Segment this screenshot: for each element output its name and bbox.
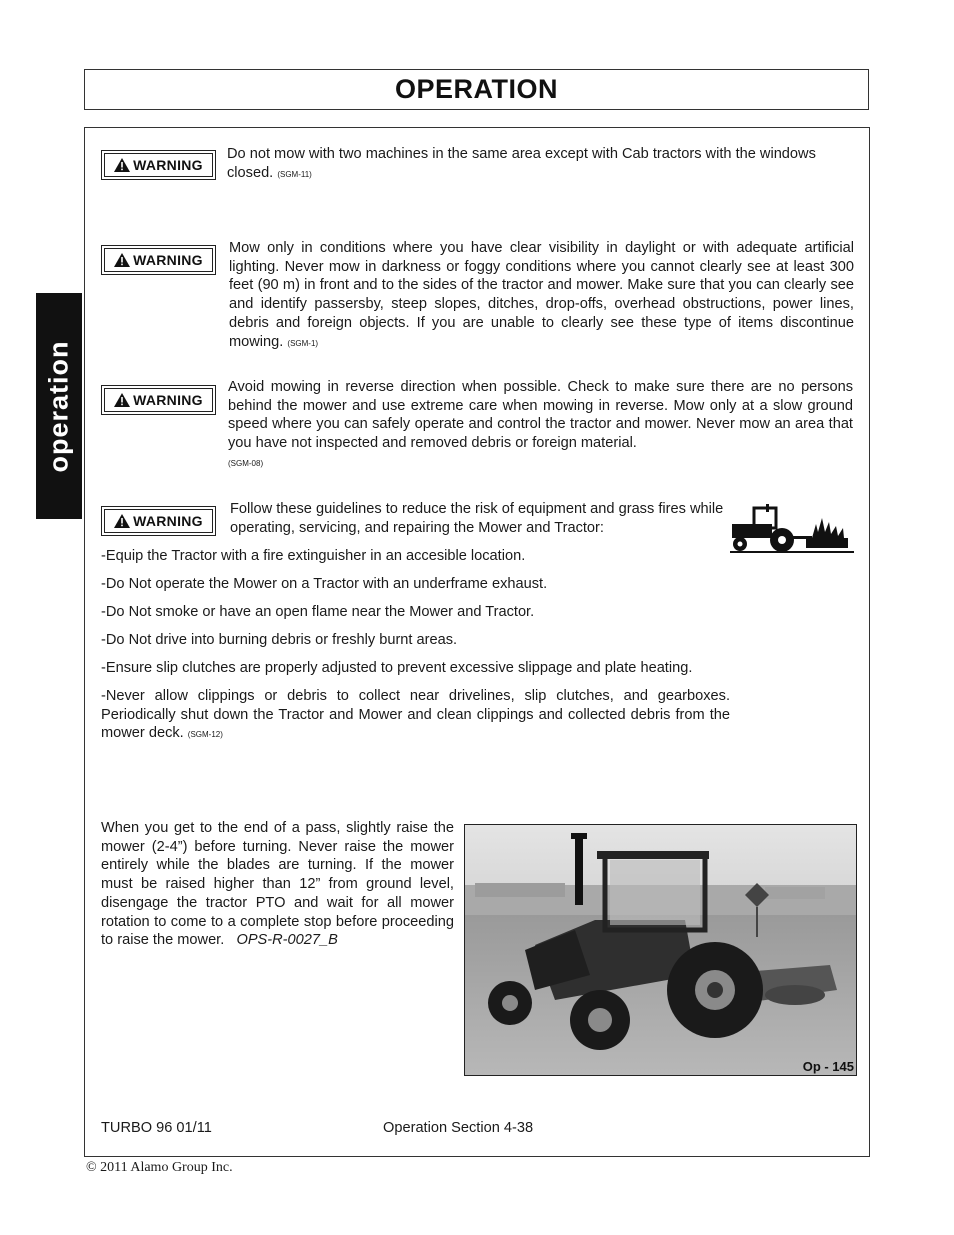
warning-badge xyxy=(101,245,216,275)
footer-model: TURBO 96 01/11 xyxy=(101,1120,212,1136)
warning-label: WARNING xyxy=(133,392,203,408)
page-title: OPERATION xyxy=(394,74,558,104)
warning-label: WARNING xyxy=(133,513,203,529)
warning-text-2: Mow only in conditions where you have clear visibility in daylight or with adequate artificial lighting. Never mow in darkness or foggy conditions where you cannot clearly see at least 300 feet (90 m) in front and to the sides of the tractor and mower. Make sure that you can clearly see and identify passersby, steep slopes, ditches, drop-offs, overhead obstructions, power lines, debris and foreign objects. If you are unable to clearly see these type of items discontinue mowing. (SGM-1) xyxy=(229,240,854,350)
warning-triangle-icon xyxy=(114,253,130,267)
warning-badge xyxy=(101,385,216,415)
footer-section: Operation Section 4-38 xyxy=(383,1120,534,1136)
side-tab xyxy=(36,293,82,519)
warning-text-3: Avoid mowing in reverse direction when possible. Check to make sure there are no persons behind the mower and use extreme care when mowing in reverse. Mow only at a slow ground speed where you can safely operate and control the tractor and mower. Never mow an area that you have not inspected and removed debris or foreign material. (SGM-08) xyxy=(228,379,853,468)
warning-badge xyxy=(101,506,216,536)
side-tab-label: operation xyxy=(43,339,74,473)
warning-triangle-icon xyxy=(114,393,130,407)
tractor-mower-photo xyxy=(464,824,857,1076)
list-item: -Do Not operate the Mower on a Tractor with an underframe exhaust. xyxy=(101,576,548,592)
list-item: -Never allow clippings or debris to collect near drivelines, slip clutches, and gearboxes. Periodically shut down the Tractor and Mower and clean clippings and collected debris from the mower deck. (SGM-12) xyxy=(101,688,730,742)
warning-label: WARNING xyxy=(133,252,203,268)
list-item: -Equip the Tractor with a fire extinguisher in an accesible location. xyxy=(101,548,526,564)
tractor-photo-illustration xyxy=(465,825,857,1076)
copyright: © 2011 Alamo Group Inc. xyxy=(86,1160,233,1175)
list-item: -Ensure slip clutches are properly adjusted to prevent excessive slippage and plate heating. xyxy=(101,660,693,676)
list-item: -Do Not drive into burning debris or freshly burnt areas. xyxy=(101,632,458,648)
header-box xyxy=(84,69,869,110)
warning-text-1: Do not mow with two machines in the same area except with Cab tractors with the windows closed. (SGM-11) xyxy=(227,146,816,181)
photo-label: Op - 145 xyxy=(802,1059,854,1074)
warning-triangle-icon xyxy=(114,514,130,528)
turning-instructions: When you get to the end of a pass, slightly raise the mower (2-4”) before turning. Never raise the mower entirely while the blades are turning. If the mower must be raised higher than 12” from ground level, disengage the tractor PTO and wait for all mower rotation to come to a complete stop before proceeding to raise the mower. OPS-R-0027_B xyxy=(101,820,454,949)
tractor-fire-icon xyxy=(730,502,854,554)
warning-text-4: Follow these guidelines to reduce the risk of equipment and grass fires while operating, servicing, and repairing the Mower and Tractor: xyxy=(230,501,724,536)
warning-badge xyxy=(101,150,216,180)
warning-triangle-icon xyxy=(114,158,130,172)
list-item: -Do Not smoke or have an open flame near the Mower and Tractor. xyxy=(101,604,535,620)
warning-label: WARNING xyxy=(133,157,203,173)
